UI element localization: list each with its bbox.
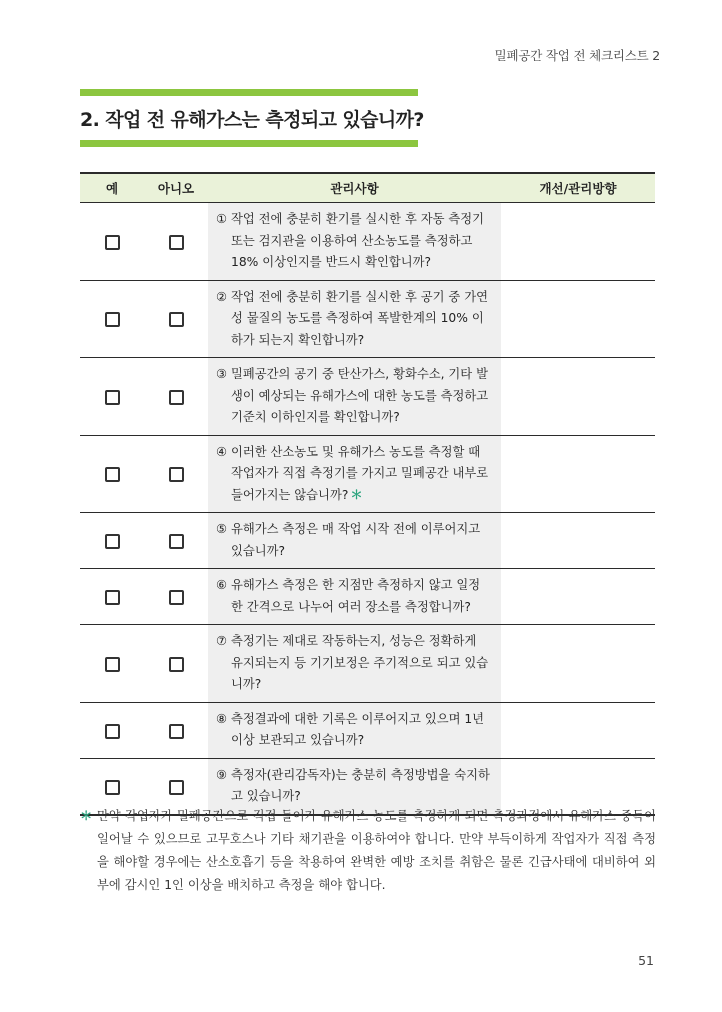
improve-cell[interactable] — [501, 435, 655, 513]
no-checkbox[interactable] — [169, 312, 184, 327]
item-text-wrap — [231, 519, 491, 562]
no-checkbox[interactable] — [169, 390, 184, 405]
item-line — [216, 209, 491, 274]
title-bar-top — [80, 89, 418, 96]
improve-cell[interactable] — [501, 513, 655, 569]
item-text: 작업 전에 충분히 환기를 실시한 후 공기 중 가연성 물질의 농도를 측정하여 폭발한계의 10% 이하가 되는지 확인합니까? — [231, 289, 488, 347]
improve-cell[interactable] — [501, 625, 655, 703]
yes-cell — [80, 358, 144, 436]
section-title-block — [80, 89, 424, 147]
item-number: ⑧ — [216, 711, 228, 726]
yes-cell — [80, 513, 144, 569]
no-checkbox[interactable] — [169, 235, 184, 250]
item-text-wrap — [231, 575, 491, 618]
running-header: 밀폐공간 작업 전 체크리스트 2 — [494, 48, 660, 63]
table-header-row — [80, 173, 655, 203]
improve-cell[interactable] — [501, 358, 655, 436]
improve-cell[interactable] — [501, 280, 655, 358]
table-row — [80, 435, 655, 513]
item-text-wrap — [231, 209, 491, 274]
header-improve: 개선/관리방향 — [501, 173, 655, 203]
footnote-asterisk-icon: ＊ — [80, 809, 93, 823]
asterisk-icon: ＊ — [350, 487, 363, 502]
yes-cell — [80, 702, 144, 758]
checklist-body — [80, 203, 655, 815]
footnote — [80, 805, 656, 897]
no-cell — [144, 280, 208, 358]
item-line — [216, 519, 491, 562]
item-text-wrap — [231, 287, 491, 352]
no-cell — [144, 569, 208, 625]
yes-cell — [80, 203, 144, 281]
no-cell — [144, 513, 208, 569]
item-text: 유해가스 측정은 매 작업 시작 전에 이루어지고 있습니까? — [231, 522, 481, 558]
item-number: ⑦ — [216, 634, 228, 648]
item-cell — [208, 625, 501, 703]
item-cell — [208, 702, 501, 758]
yes-checkbox[interactable] — [105, 312, 120, 327]
item-number: ⑨ — [216, 767, 228, 782]
improve-cell[interactable] — [501, 702, 655, 758]
no-checkbox[interactable] — [169, 657, 184, 672]
table-row — [80, 569, 655, 625]
item-text-wrap — [231, 765, 491, 808]
table-row — [80, 358, 655, 436]
item-number: ④ — [216, 444, 228, 459]
item-line — [216, 575, 491, 618]
title-bar-bottom — [80, 140, 418, 147]
no-cell — [144, 358, 208, 436]
header-yes: 예 — [80, 173, 144, 203]
item-text-wrap — [231, 709, 491, 752]
table-row — [80, 702, 655, 758]
no-cell — [144, 625, 208, 703]
item-line — [216, 364, 491, 429]
item-line — [216, 765, 491, 808]
yes-cell — [80, 280, 144, 358]
item-cell — [208, 203, 501, 281]
header-item: 관리사항 — [208, 173, 501, 203]
item-cell — [208, 280, 501, 358]
item-text-wrap — [231, 442, 491, 507]
improve-cell[interactable] — [501, 203, 655, 281]
improve-cell[interactable] — [501, 569, 655, 625]
table-row — [80, 625, 655, 703]
item-cell — [208, 435, 501, 513]
yes-checkbox[interactable] — [105, 534, 120, 549]
item-text: 작업 전에 충분히 환기를 실시한 후 자동 측정기 또는 검지관을 이용하여 산소농도를 측정하고 18% 이상인지를 반드시 확인합니까? — [231, 212, 485, 269]
header-no: 아니오 — [144, 173, 208, 203]
page-number: 51 — [638, 953, 654, 968]
no-cell — [144, 435, 208, 513]
item-cell — [208, 358, 501, 436]
item-cell — [208, 513, 501, 569]
item-number: ① — [216, 212, 228, 226]
section-title: 2. 작업 전 유해가스는 측정되고 있습니까? — [80, 109, 424, 131]
item-line — [216, 442, 491, 507]
no-checkbox[interactable] — [169, 467, 184, 482]
item-text: 측정기는 제대로 작동하는지, 성능은 정확하게 유지되는지 등 기기보정은 주기적으로 되고 있습니까? — [231, 634, 489, 691]
yes-checkbox[interactable] — [105, 467, 120, 482]
item-line — [216, 631, 491, 696]
item-text: 측정자(관리감독자)는 충분히 측정방법을 숙지하고 있습니까? — [231, 767, 490, 803]
item-text: 이러한 산소농도 및 유해가스 농도를 측정할 때 작업자가 직접 측정기를 가지고 밀폐공간 내부로 들어가지는 않습니까? — [231, 444, 489, 502]
item-text-wrap — [231, 364, 491, 429]
yes-checkbox[interactable] — [105, 590, 120, 605]
yes-cell — [80, 435, 144, 513]
footnote-text: 만약 작업자가 밀폐공간으로 직접 들어가 유해가스 농도를 측정하게 되면 측정과정에서 유해가스 중독이 일어날 수 있으므로 고무호스나 기타 채기관을 이용하여야 합니다. 만약 부득이하게 작업자가 직접 측정을 해야할 경우에는 산소호흡기 등을 착용하여 완벽한 예방 조치를 취함은 물론 긴급사태에 대비하여 외부에 감시인 1인 이상을 배치하고 측정을 해야 합니다. — [97, 809, 656, 892]
yes-checkbox[interactable] — [105, 724, 120, 739]
table-row — [80, 203, 655, 281]
item-text: 측정결과에 대한 기록은 이루어지고 있으며 1년 이상 보관되고 있습니까? — [231, 711, 485, 747]
no-cell — [144, 203, 208, 281]
yes-checkbox[interactable] — [105, 657, 120, 672]
item-number: ② — [216, 289, 228, 304]
no-cell — [144, 702, 208, 758]
item-cell — [208, 569, 501, 625]
yes-cell — [80, 569, 144, 625]
item-text-wrap — [231, 631, 491, 696]
item-number: ⑥ — [216, 578, 228, 592]
no-checkbox[interactable] — [169, 724, 184, 739]
item-text: 밀폐공간의 공기 중 탄산가스, 황화수소, 기타 발생이 예상되는 유해가스에 대한 농도를 측정하고 기준치 이하인지를 확인합니까? — [231, 367, 489, 424]
item-number: ③ — [216, 367, 228, 381]
item-number: ⑤ — [216, 522, 228, 536]
item-line — [216, 709, 491, 752]
yes-checkbox[interactable] — [105, 235, 120, 250]
no-checkbox[interactable] — [169, 780, 184, 795]
yes-cell — [80, 625, 144, 703]
table-row — [80, 280, 655, 358]
table-row — [80, 513, 655, 569]
item-text: 유해가스 측정은 한 지점만 측정하지 않고 일정한 간격으로 나누어 여러 장소를 측정합니까? — [231, 578, 481, 614]
no-checkbox[interactable] — [169, 590, 184, 605]
yes-checkbox[interactable] — [105, 780, 120, 795]
item-line — [216, 287, 491, 352]
checklist-table — [80, 172, 655, 816]
no-checkbox[interactable] — [169, 534, 184, 549]
yes-checkbox[interactable] — [105, 390, 120, 405]
